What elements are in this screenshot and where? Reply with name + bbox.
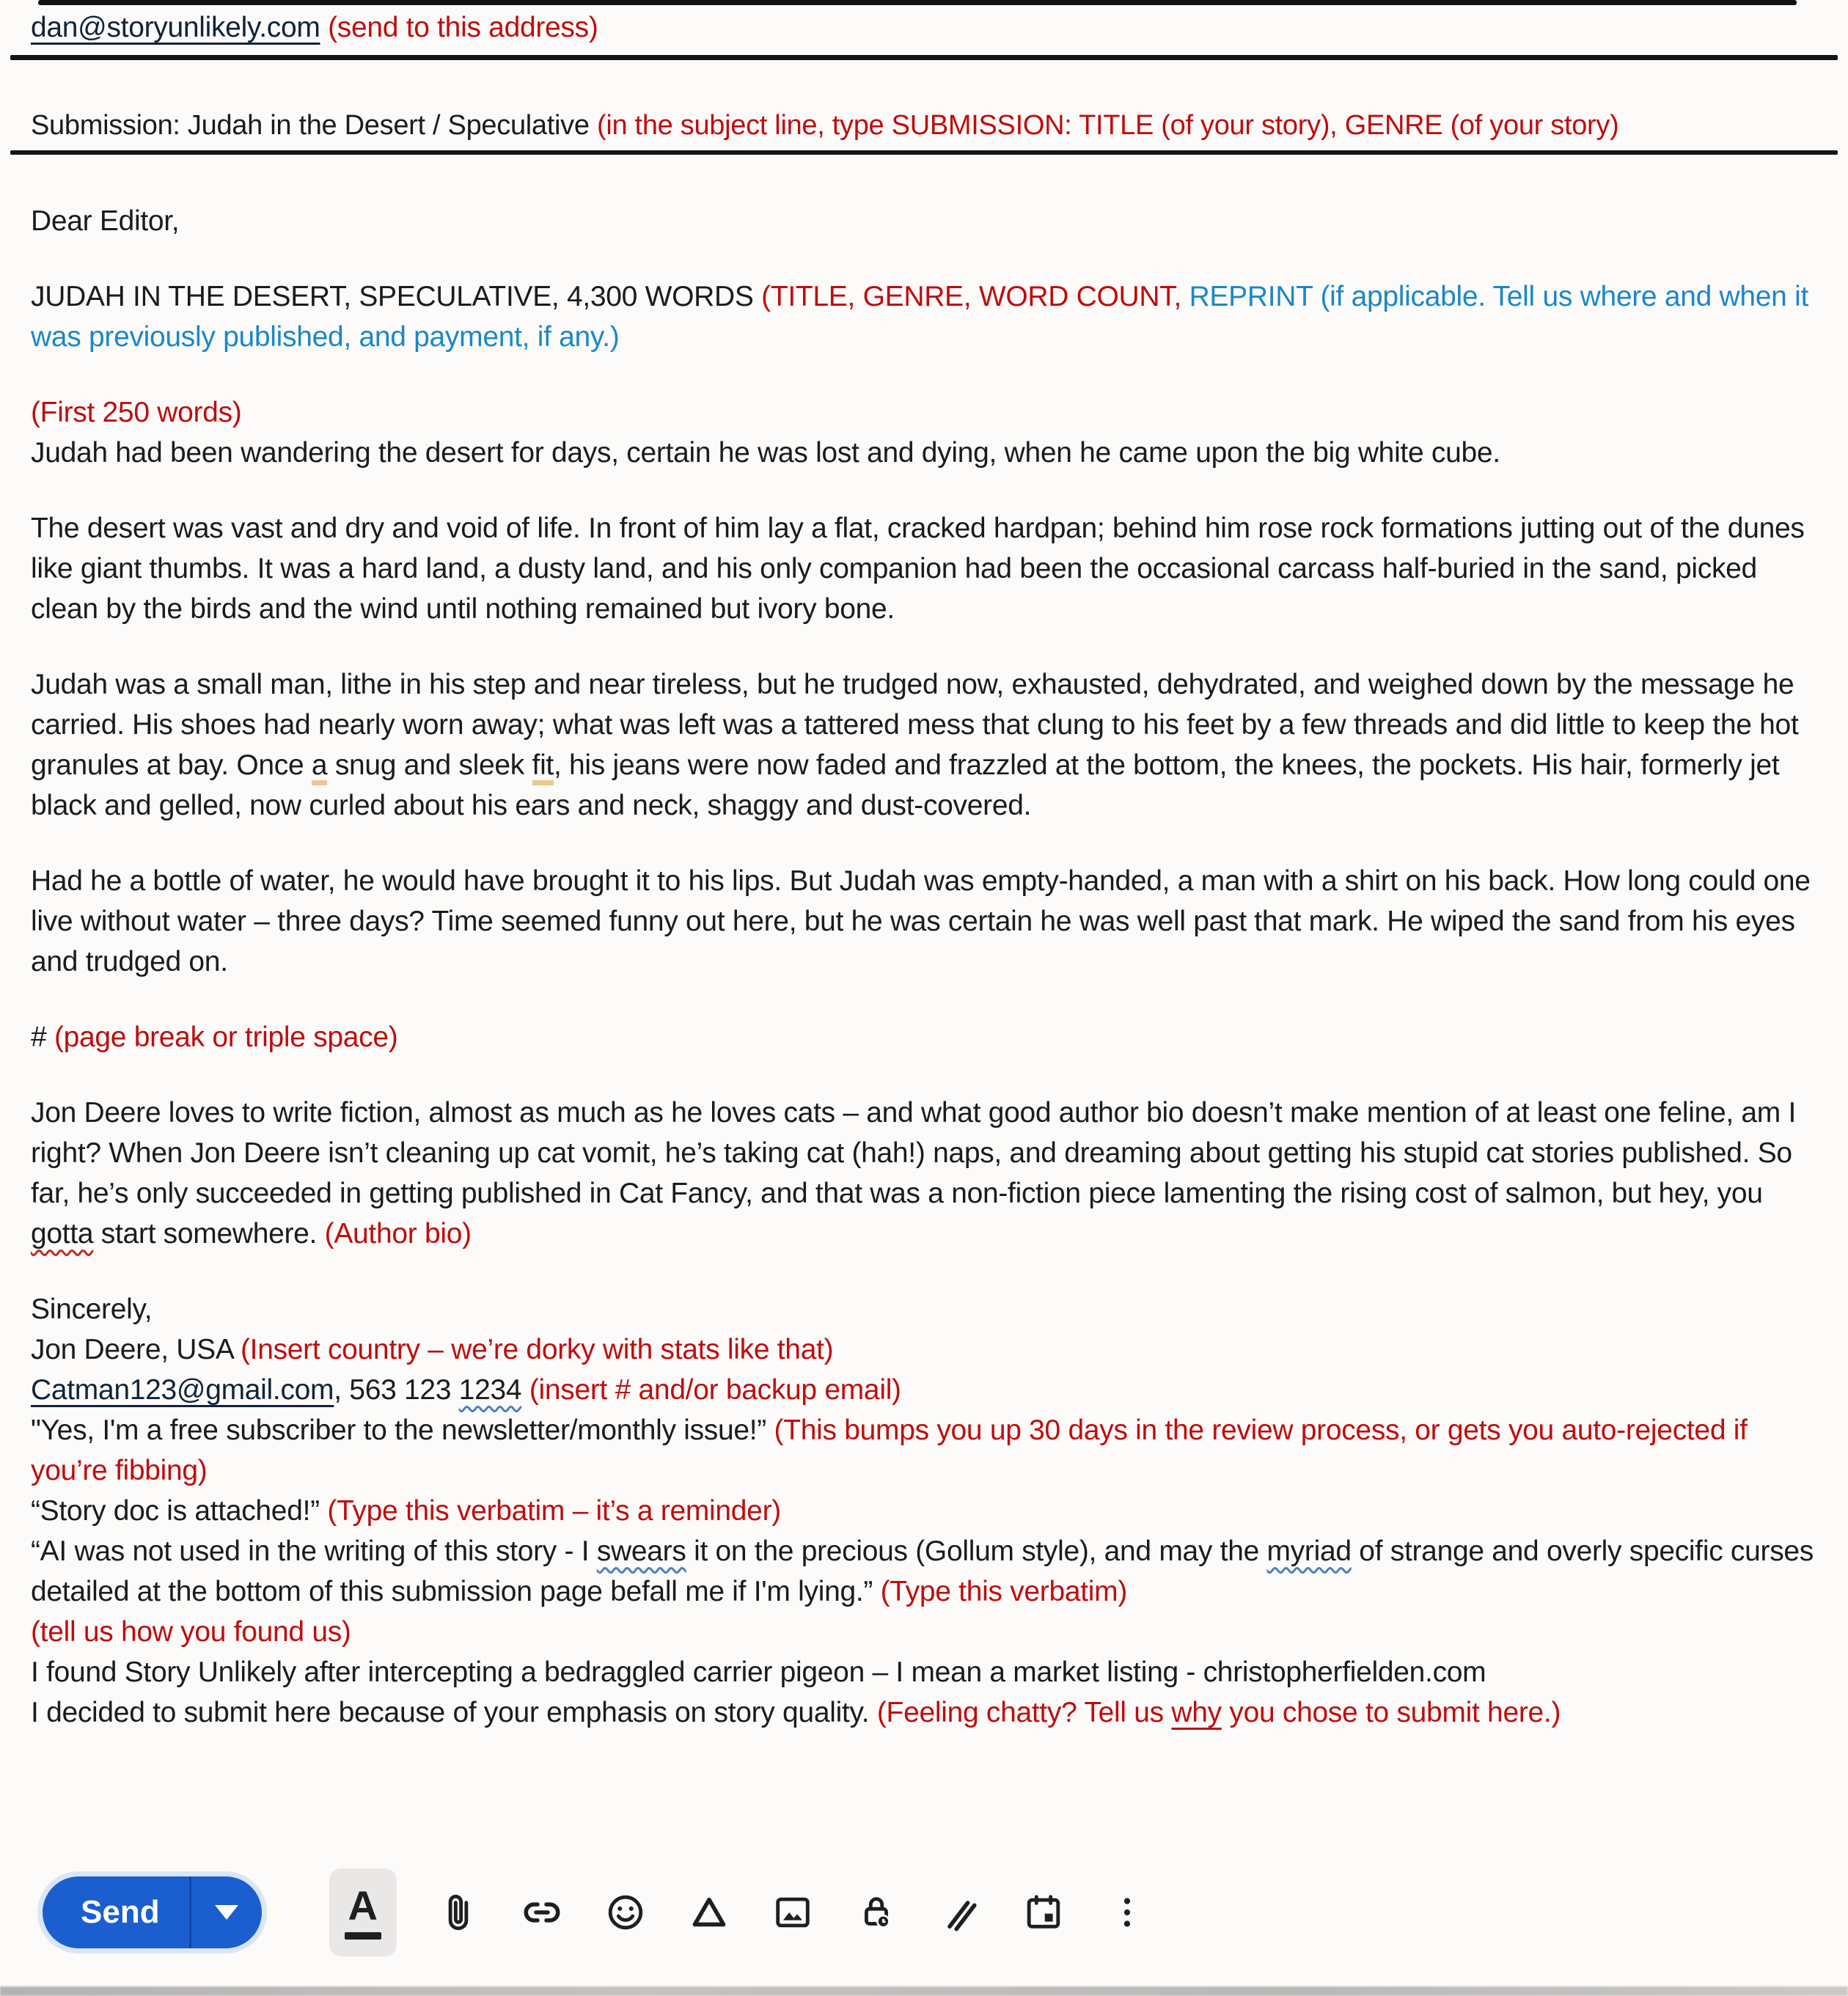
text-segment: (Author bio) [324,1218,472,1250]
insert-emoji-icon[interactable] [604,1890,648,1934]
subject-annotation: (in the subject line, type SUBMISSION: TITLE (of your story), GENRE (of your story) [596,110,1619,141]
body-paragraph [31,1017,1820,1057]
text-segment: “Story doc is attached!” [31,1495,328,1527]
send-button-label: Send [81,1894,160,1930]
text-segment: (insert # and/or backup email) [529,1374,901,1406]
google-drive-icon[interactable] [687,1890,731,1934]
body-paragraph [31,1491,1820,1531]
text-segment: of strange and overly specific curses detailed at the bottom of this submission page befall me if I'm lying.” [31,1535,1814,1607]
text-segment: Judah had been wandering the desert for days, certain he was lost and dying, when he came upon the big white cube. [31,437,1500,469]
body-paragraph [31,1370,1820,1410]
body-paragraph [31,1652,1820,1692]
spellcheck-word: 1234 [458,1374,522,1406]
body-paragraph [31,392,1820,433]
text-segment: you chose to submit here.) [1221,1697,1561,1728]
send-button-group [43,1876,262,1948]
subject-field[interactable] [31,110,1838,142]
attach-files-icon[interactable] [436,1890,480,1934]
text-segment: (Feeling chatty? Tell us [876,1697,1172,1728]
text-segment: (TITLE, GENRE, WORD COUNT, [761,281,1189,312]
text-segment: REPRINT (if applicable. Tell us where and when it was previously published, and payment, if any.) [31,281,1809,353]
window-top-border [38,0,1797,5]
body-paragraph [31,276,1820,357]
body-paragraph [31,433,1820,473]
grammar-check-word: a [312,749,327,785]
body-paragraph [31,1289,1820,1329]
grammar-check-word: fit [532,749,554,785]
body-paragraph [31,1612,1820,1652]
text-segment: Dear Editor, [31,205,180,237]
insert-link-icon[interactable] [520,1890,564,1934]
text-segment: Sincerely, [31,1294,153,1325]
text-segment: Jon Deere, USA [31,1334,241,1365]
text-segment: The desert was vast and dry and void of life. In front of him lay a flat, cracked hardpan; behind him rose rock formations jutting out of the dunes like giant thumbs. It was a hard land, a dusty land, and his only companion had been the occasional carcass half-buried in the sand, picked clean by the birds and the wind until nothing remained but ivory bone. [31,513,1805,625]
body-paragraph [31,664,1820,826]
spellcheck-word: gotta [31,1218,94,1250]
text-segment: (Insert country – we’re dorky with stats like that) [240,1334,834,1365]
body-paragraph [31,1410,1820,1491]
chevron-down-icon [215,1905,238,1920]
text-segment: why [1171,1697,1222,1728]
calendar-icon[interactable] [1022,1890,1066,1934]
text-segment: start somewhere. [93,1218,325,1250]
subject-field-divider [10,150,1838,155]
subject-text: Submission: Judah in the Desert / Speculative [31,110,597,141]
text-segment: I decided to submit here because of your emphasis on story quality. [31,1697,877,1728]
spellcheck-word: myriad [1266,1535,1352,1567]
body-paragraph [31,508,1820,629]
to-field-divider [10,55,1838,60]
send-options-arrow[interactable] [189,1876,262,1948]
text-segment: Had he a bottle of water, he would have brought it to his lips. But Judah was empty-handed, a man with a shirt on his back. How long could one live without water – three days? Time seemed funny out here, but he was certain he was well past that mark. He wiped the sand from his eyes and trudged on. [31,865,1811,977]
formatting-options-icon[interactable] [329,1868,397,1956]
spellcheck-word: swears [596,1535,686,1567]
to-field[interactable] [31,12,1826,44]
text-segment: , 563 123 [334,1374,459,1406]
body-paragraph [31,1531,1820,1612]
text-segment [521,1374,529,1406]
text-segment: (This bumps you up 30 days in the review process, or gets you auto-rejected if you’re fibbing) [31,1415,1748,1486]
body-paragraph [31,1093,1820,1254]
window-bottom-border [0,1986,1848,1996]
compose-toolbar [43,1868,1149,1956]
recipient-email-link[interactable]: dan@storyunlikely.com [31,12,320,43]
text-segment: (Type this verbatim) [880,1576,1128,1607]
text-segment: , his jeans were now faded and frazzled at the bottom, the knees, the pockets. His hair, formerly jet black and gelled, now curled about his ears and neck, shaggy and dust-covered. [31,749,1780,821]
format-letter: A [348,1882,378,1929]
text-segment: (Type this verbatim – it’s a reminder) [327,1495,781,1527]
text-segment: I found Story Unlikely after intercepting a bedraggled carrier pigeon – I mean a market listing - christopherfielden.com [31,1656,1486,1688]
sender-email-link[interactable]: Catman123@gmail.com [31,1374,334,1406]
text-segment: it on the precious (Gollum style), and may the [686,1535,1267,1567]
body-paragraph [31,1692,1820,1733]
text-segment: snug and sleek [327,749,532,781]
text-segment: “AI was not used in the writing of this story - I [31,1535,597,1567]
text-segment: JUDAH IN THE DESERT, SPECULATIVE, 4,300 WORDS [31,281,762,312]
body-paragraph [31,201,1820,241]
message-body[interactable] [31,201,1820,1855]
insert-photo-icon[interactable] [771,1890,815,1934]
text-segment: # [31,1021,54,1053]
confidential-mode-icon[interactable] [854,1890,898,1934]
text-segment: "Yes, I'm a free subscriber to the newsletter/monthly issue!” [31,1415,774,1446]
text-segment: Jon Deere loves to write fiction, almost as much as he loves cats – and what good author bio doesn’t make mention of at least one feline, am I right? When Jon Deere isn’t cleaning up cat vomit, he’s taking cat (hah!) naps, and dreaming about getting his stupid cat stories published. So far, he’s only succeeded in getting published in Cat Fancy, and that was a non-fiction piece lamenting the rising cost of salmon, but hey, you [31,1097,1797,1209]
text-segment: (tell us how you found us) [31,1616,351,1648]
text-segment: (page break or triple space) [54,1021,398,1053]
text-segment: Judah was a small man, lithe in his step and near tireless, but he trudged now, exhausted, dehydrated, and weighed down by the message he carried. His shoes had nearly worn away; what was left was a tattered mess that clung to his feet by a few threads and did little to keep the hot granules at bay. Once [31,669,1799,781]
body-paragraph [31,861,1820,982]
text-segment: (First 250 words) [31,397,242,428]
recipient-annotation: (send to this address) [320,12,598,43]
format-underline-bar [345,1932,381,1940]
send-button[interactable] [43,1876,189,1948]
more-options-icon[interactable] [1105,1890,1149,1934]
body-paragraph [31,1329,1820,1370]
insert-signature-icon[interactable] [938,1890,982,1934]
